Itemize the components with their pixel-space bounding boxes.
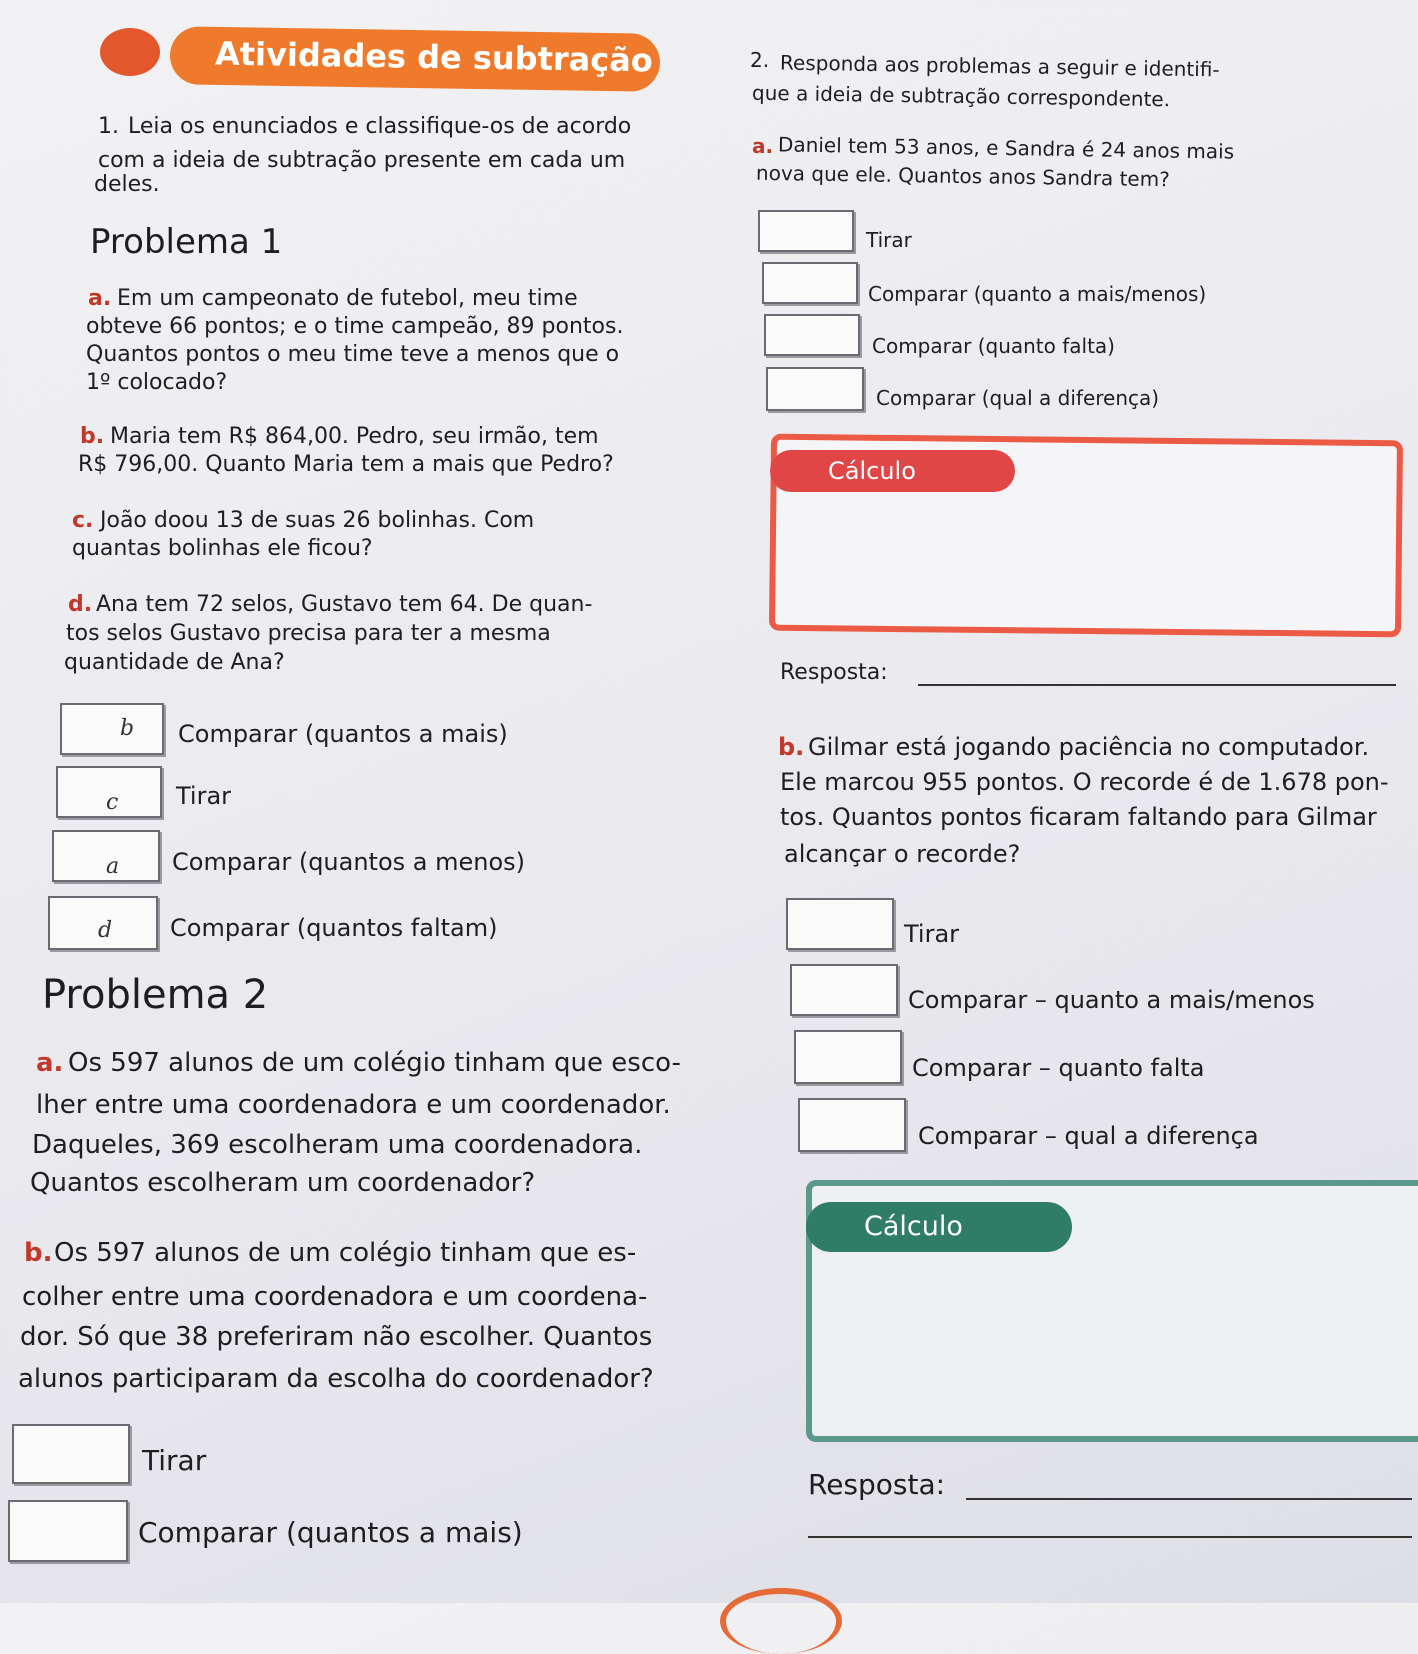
q2b-option-label: Comparar – quanto a mais/menos xyxy=(908,986,1315,1014)
problem-1d-line: quantidade de Ana? xyxy=(64,650,285,675)
option-label: Comparar (quantos faltam) xyxy=(170,914,498,942)
option-label: Comparar (quantos a mais) xyxy=(178,720,508,748)
problema-1-title: Problema 1 xyxy=(90,222,283,262)
problem-2b-line: colher entre uma coordenadora e um coordena- xyxy=(22,1282,648,1312)
header-dot xyxy=(100,28,160,76)
page-title: Atividades de subtração xyxy=(214,34,654,80)
question-1-intro-line: com a ideia de subtração presente em cada um xyxy=(98,148,626,173)
question-1-intro-line: deles. xyxy=(94,172,160,197)
problem-q2b-line: alcançar o recorde? xyxy=(784,840,1021,868)
answer-box-5[interactable] xyxy=(12,1424,130,1484)
calculation-label: Cálculo xyxy=(806,1202,1072,1252)
q2a-option-box-4[interactable] xyxy=(766,367,864,411)
problem-1b-letter: b. xyxy=(80,424,105,449)
q2a-option-label: Tirar xyxy=(866,228,912,252)
problem-1a-letter: a. xyxy=(88,286,112,311)
problem-2a-line: Daqueles, 369 escolheram uma coordenadora. xyxy=(32,1130,643,1160)
q2a-option-box-1[interactable] xyxy=(758,210,854,252)
q2a-option-box-3[interactable] xyxy=(764,314,860,356)
problem-1c-line: João doou 13 de suas 26 bolinhas. Com xyxy=(100,508,535,533)
q2b-option-box-4[interactable] xyxy=(798,1098,906,1152)
question-2-number: 2. xyxy=(750,48,770,72)
handwritten-answer: b xyxy=(120,716,135,741)
problema-2-title: Problema 2 xyxy=(42,972,269,1018)
problem-q2b-line: Gilmar está jogando paciência no computador. xyxy=(808,733,1370,761)
problem-2b-letter: b. xyxy=(24,1238,53,1268)
problem-1d-line: Ana tem 72 selos, Gustavo tem 64. De quan- xyxy=(96,592,593,617)
problem-q2a-line: nova que ele. Quantos anos Sandra tem? xyxy=(755,160,1170,192)
answer-line[interactable] xyxy=(918,684,1396,686)
option-label: Tirar xyxy=(142,1444,207,1477)
question-1-number: 1. xyxy=(98,114,119,139)
q2a-option-box-2[interactable] xyxy=(762,262,858,304)
handwritten-answer: a xyxy=(106,854,120,879)
question-2-intro-line: que a ideia de subtração correspondente. xyxy=(751,80,1171,112)
problem-2b-line: Os 597 alunos de um colégio tinham que es- xyxy=(54,1238,637,1268)
problem-1b-line: Maria tem R$ 864,00. Pedro, seu irmão, tem xyxy=(110,424,599,449)
problem-1c-line: quantas bolinhas ele ficou? xyxy=(72,536,373,561)
problem-2b-line: dor. Só que 38 preferiram não escolher. Quantos xyxy=(20,1322,653,1352)
calculation-label: Cálculo xyxy=(770,450,1015,492)
question-1-intro-line: Leia os enunciados e classifique-os de acordo xyxy=(128,114,632,139)
problem-1a-line: 1º colocado? xyxy=(86,370,228,395)
option-label: Comparar (quantos a mais) xyxy=(138,1516,523,1549)
q2a-option-label: Comparar (quanto falta) xyxy=(872,334,1115,358)
answer-label: Resposta: xyxy=(808,1468,946,1501)
problem-1c-letter: c. xyxy=(72,508,94,533)
answer-line[interactable] xyxy=(966,1498,1412,1500)
option-label: Comparar (quantos a menos) xyxy=(172,848,526,876)
problem-2a-line: Os 597 alunos de um colégio tinham que esco- xyxy=(68,1048,681,1078)
decorative-arc xyxy=(720,1588,842,1654)
handwritten-answer: c xyxy=(106,790,119,815)
problem-q2b-line: Ele marcou 955 pontos. O recorde é de 1.678 pon- xyxy=(780,768,1389,796)
q2b-option-box-1[interactable] xyxy=(786,898,894,950)
handwritten-answer: d xyxy=(98,918,113,943)
problem-1b-line: R$ 796,00. Quanto Maria tem a mais que Pedro? xyxy=(78,452,614,477)
problem-1d-line: tos selos Gustavo precisa para ter a mesma xyxy=(66,621,551,646)
answer-label: Resposta: xyxy=(780,660,888,685)
problem-q2a-line: Daniel tem 53 anos, e Sandra é 24 anos mais xyxy=(777,132,1235,164)
problem-1a-line: obteve 66 pontos; e o time campeão, 89 pontos. xyxy=(86,314,624,339)
problem-1a-line: Quantos pontos o meu time teve a menos que o xyxy=(86,342,620,367)
q2b-option-box-2[interactable] xyxy=(790,964,898,1016)
q2b-option-label: Comparar – quanto falta xyxy=(912,1054,1205,1082)
q2a-option-label: Comparar (qual a diferença) xyxy=(876,386,1160,410)
answer-box-1[interactable] xyxy=(60,703,164,755)
problem-2a-line: Quantos escolheram um coordenador? xyxy=(30,1168,536,1198)
problem-2b-line: alunos participaram da escolha do coordenador? xyxy=(18,1364,654,1394)
q2b-option-label: Tirar xyxy=(904,920,960,948)
answer-box-6[interactable] xyxy=(8,1500,128,1562)
q2b-option-box-3[interactable] xyxy=(794,1030,902,1084)
problem-1d-letter: d. xyxy=(68,592,93,617)
option-label: Tirar xyxy=(176,782,232,810)
problem-1a-line: Em um campeonato de futebol, meu time xyxy=(117,286,578,311)
q2b-option-label: Comparar – qual a diferença xyxy=(918,1122,1259,1150)
answer-line[interactable] xyxy=(808,1536,1412,1538)
q2a-option-label: Comparar (quanto a mais/menos) xyxy=(868,282,1207,306)
problem-q2a-letter: a. xyxy=(752,134,774,158)
question-2-intro-line: Responda aos problemas a seguir e identifi- xyxy=(779,50,1220,82)
problem-q2b-letter: b. xyxy=(778,733,805,761)
problem-2a-line: lher entre uma coordenadora e um coordenador. xyxy=(36,1090,671,1120)
problem-q2b-line: tos. Quantos pontos ficaram faltando para Gilmar xyxy=(780,803,1377,831)
problem-2a-letter: a. xyxy=(36,1048,64,1078)
